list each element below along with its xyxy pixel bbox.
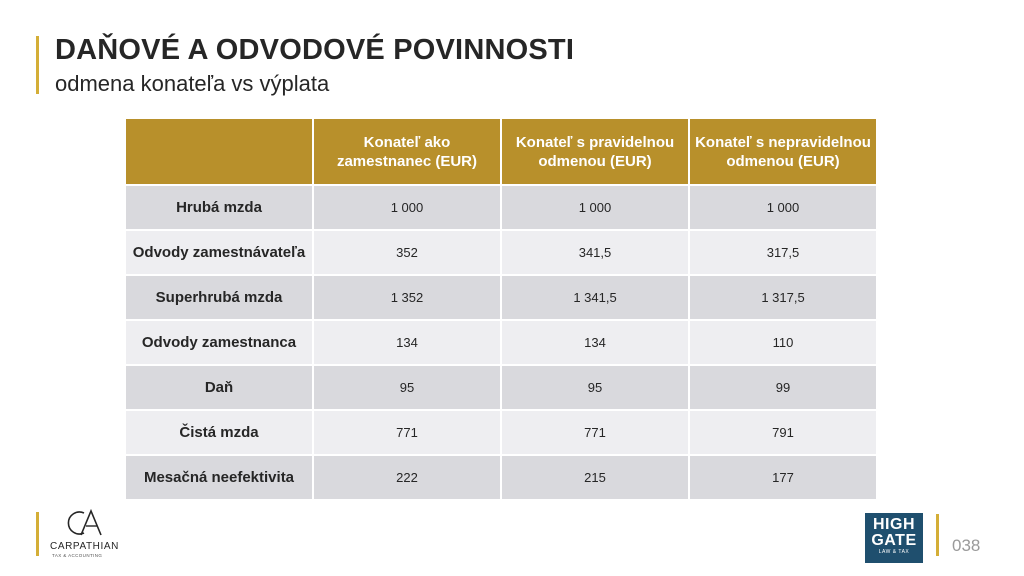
table-cell: 110 — [689, 320, 877, 365]
header-cell-employee: Konateľ ako zamestnanec (EUR) — [313, 118, 501, 185]
row-label: Odvody zamestnávateľa — [125, 230, 313, 275]
table-cell: 1 317,5 — [689, 275, 877, 320]
table-cell: 317,5 — [689, 230, 877, 275]
header-cell-empty — [125, 118, 313, 185]
header-cell-regular-reward: Konateľ s pravidelnou odmenou (EUR) — [501, 118, 689, 185]
table-cell: 771 — [501, 410, 689, 455]
table-cell: 1 000 — [313, 185, 501, 230]
table-cell: 791 — [689, 410, 877, 455]
row-label: Čistá mzda — [125, 410, 313, 455]
table-cell: 222 — [313, 455, 501, 500]
table-cell: 134 — [313, 320, 501, 365]
table-cell: 1 000 — [501, 185, 689, 230]
ca-monogram-icon — [66, 508, 106, 538]
carpathian-tagline: TAX & ACCOUNTING — [52, 553, 103, 558]
table-cell: 95 — [313, 365, 501, 410]
table-row — [125, 230, 877, 275]
table-cell: 177 — [689, 455, 877, 500]
table-row — [125, 365, 877, 410]
table-cell: 134 — [501, 320, 689, 365]
highgate-line1: HIGH — [873, 516, 915, 533]
table-cell: 352 — [313, 230, 501, 275]
highgate-logo — [865, 513, 923, 563]
highgate-line2: GATE — [871, 532, 917, 549]
slide-title: DAŇOVÉ A ODVODOVÉ POVINNOSTI — [55, 34, 575, 66]
title-accent-bar — [36, 36, 39, 94]
table-cell: 215 — [501, 455, 689, 500]
carpathian-logo — [50, 508, 130, 560]
highgate-tagline: LAW & TAX — [878, 549, 910, 555]
row-label: Superhrubá mzda — [125, 275, 313, 320]
table-cell: 1 000 — [689, 185, 877, 230]
row-label: Hrubá mzda — [125, 185, 313, 230]
footer-accent-bar-right — [936, 514, 939, 556]
table-cell: 771 — [313, 410, 501, 455]
table-cell: 341,5 — [501, 230, 689, 275]
table-row — [125, 455, 877, 500]
carpathian-name: CARPATHIAN — [50, 541, 119, 552]
table-cell: 99 — [689, 365, 877, 410]
comparison-table — [124, 117, 878, 501]
page-number: 038 — [952, 536, 981, 555]
table-cell: 95 — [501, 365, 689, 410]
row-label: Mesačná neefektivita — [125, 455, 313, 500]
row-label: Daň — [125, 365, 313, 410]
table-row — [125, 410, 877, 455]
row-label: Odvody zamestnanca — [125, 320, 313, 365]
table-row — [125, 320, 877, 365]
header-cell-irregular-reward: Konateľ s nepravidelnou odmenou (EUR) — [689, 118, 877, 185]
table-row — [125, 185, 877, 230]
table-row — [125, 275, 877, 320]
table-cell: 1 352 — [313, 275, 501, 320]
footer-accent-bar-left — [36, 512, 39, 556]
slide-subtitle: odmena konateľa vs výplata — [55, 71, 330, 96]
table-header-row — [125, 118, 877, 185]
table-cell: 1 341,5 — [501, 275, 689, 320]
